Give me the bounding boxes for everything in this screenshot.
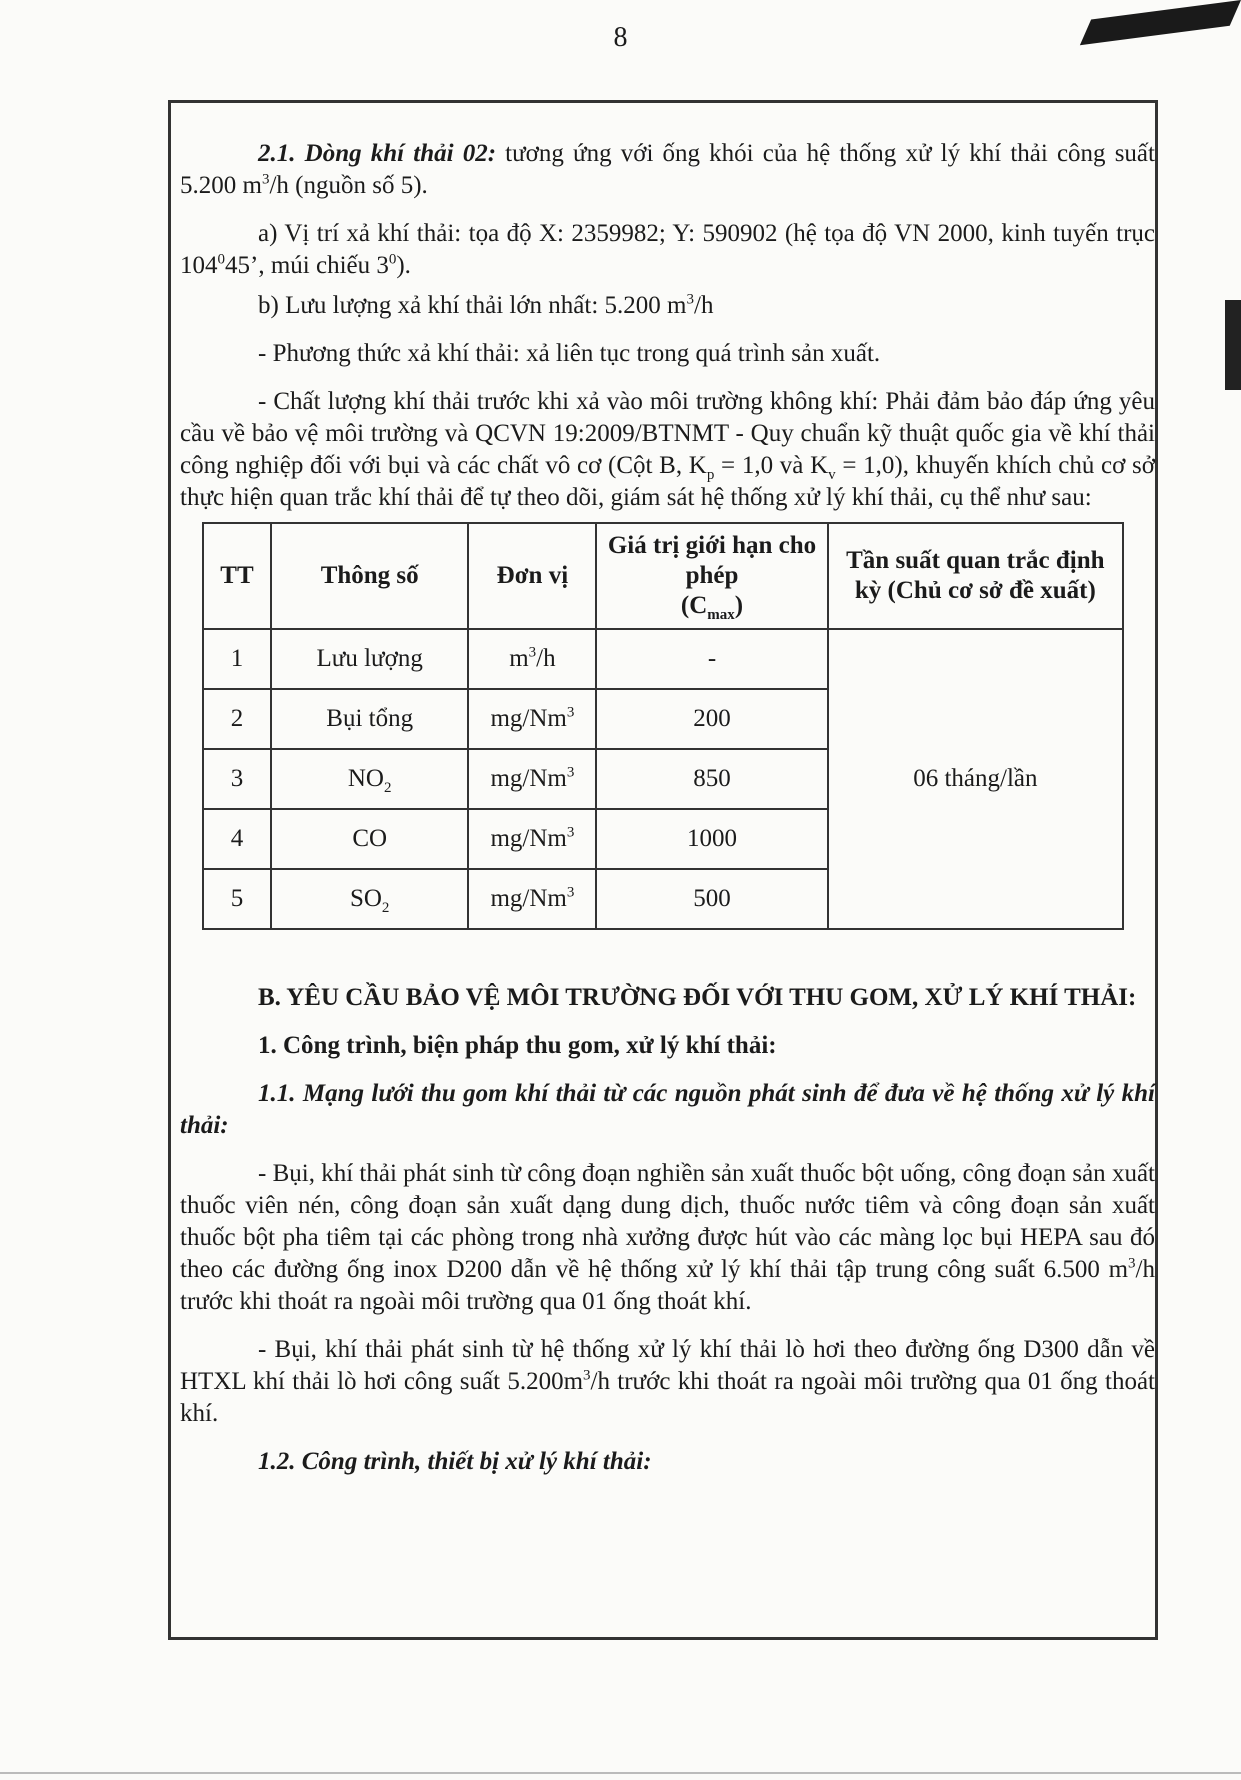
scan-bottom-line: [0, 1772, 1241, 1774]
section-1-2-heading: 1.2. Công trình, thiết bị xử lý khí thải:: [258, 1448, 652, 1475]
heading-2-1: 2.1. Dòng khí thải 02:: [258, 140, 497, 167]
page-number: 8: [613, 22, 628, 53]
section-1-heading: 1. Công trình, biện pháp thu gom, xử lý khí thải:: [258, 1032, 777, 1059]
header-unit: Đơn vị: [468, 523, 596, 629]
cell-param: $SO_2$: [271, 869, 469, 929]
cell-param: Lưu lượng: [271, 629, 469, 689]
header-param: Thông số: [271, 523, 469, 629]
section-b-heading: B. YÊU CẦU BẢO VỆ MÔI TRƯỜNG ĐỐI VỚI THU GOM, XỬ LÝ KHÍ THẢI:: [258, 984, 1137, 1011]
paragraph-dust-1: - Bụi, khí thải phát sinh từ công đoạn nghiền sản xuất thuốc bột uống, công đoạn sản xuất thuốc viên nén, công đoạn sản xuất dạng dung dịch, thuốc nước tiêm và công đoạn sản xuất thuốc bột pha tiêm tại các phòng trong nhà xưởng được hút vào các màng lọc bụi HEPA sau đó theo các đường ống inox D200 dẫn về hệ thống xử lý khí thải tập trung công suất 6.500 $m^3/h$ trước khi thoát ra ngoài môi trường qua 01 ống thoát khí.: [180, 1160, 1155, 1315]
table-row: [203, 629, 1123, 689]
cell-tt: 1: [203, 629, 271, 689]
header-frequency: Tần suất quan trắc định kỳ (Chủ cơ sở đề xuất): [828, 523, 1123, 629]
scan-edge-mark: [1225, 300, 1241, 390]
cell-limit: -: [596, 629, 827, 689]
document-content: [180, 138, 1155, 1494]
cell-tt: 2: [203, 689, 271, 749]
cell-tt: 3: [203, 749, 271, 809]
cell-frequency: 06 tháng/lần: [828, 629, 1123, 929]
cell-tt: 5: [203, 869, 271, 929]
cell-limit: 850: [596, 749, 827, 809]
paragraph-flow: b) Lưu lượng xả khí thải lớn nhất: 5.200 $m^3/h$: [258, 291, 714, 319]
header-limit: Giá trị giới hạn cho phép $(C_{max})$: [596, 523, 827, 629]
header-tt: TT: [203, 523, 271, 629]
paragraph-location: a) Vị trí xả khí thải: tọa độ X: 2359982; Y: 590902 (hệ tọa độ VN 2000, kinh tuyến trục $104^045$’, múi chiếu $3^0$).: [180, 220, 1155, 279]
section-1-1-heading: 1.1. Mạng lưới thu gom khí thải từ các nguồn phát sinh để đưa về hệ thống xử lý khí thải:: [180, 1080, 1155, 1139]
table-header-row: [203, 523, 1123, 629]
paragraph-2-1: 2.1. Dòng khí thải 02: tương ứng với ống khói của hệ thống xử lý khí thải công suất 5.200 $m^3/h$ (nguồn số 5).: [180, 140, 1155, 199]
cell-limit: 200: [596, 689, 827, 749]
cell-param: $NO_2$: [271, 749, 469, 809]
cell-unit: mg/Nm$^3$: [468, 809, 596, 869]
paragraph-quality: - Chất lượng khí thải trước khi xả vào môi trường không khí: Phải đảm bảo đáp ứng yêu cầu về bảo vệ môi trường và QCVN 19:2009/BTNMT - Quy chuẩn kỹ thuật quốc gia về khí thải công nghiệp đối với bụi và các chất vô cơ (Cột B, $K_p = 1,0$ và $K_v = 1,0$), khuyến khích chủ cơ sở thực hiện quan trắc khí thải để tự theo dõi, giám sát hệ thống xử lý khí thải, cụ thể như sau:: [180, 388, 1155, 511]
cell-param: CO: [271, 809, 469, 869]
cell-limit: 1000: [596, 809, 827, 869]
cell-unit: mg/Nm$^3$: [468, 689, 596, 749]
paragraph-method: - Phương thức xả khí thải: xả liên tục trong quá trình sản xuất.: [258, 340, 881, 367]
cell-tt: 4: [203, 809, 271, 869]
cell-unit: $m^3/h$: [468, 629, 596, 689]
paragraph-dust-2: - Bụi, khí thải phát sinh từ hệ thống xử lý khí thải lò hơi theo đường ống D300 dẫn về HTXL khí thải lò hơi công suất $5.200m^3/h$ trước khi thoát ra ngoài môi trường qua 01 ống thoát khí.: [180, 1336, 1155, 1427]
cell-unit: mg/Nm$^3$: [468, 749, 596, 809]
cell-param: Bụi tổng: [271, 689, 469, 749]
cell-unit: mg/Nm$^3$: [468, 869, 596, 929]
emission-limits-table: [202, 522, 1124, 930]
cell-limit: 500: [596, 869, 827, 929]
